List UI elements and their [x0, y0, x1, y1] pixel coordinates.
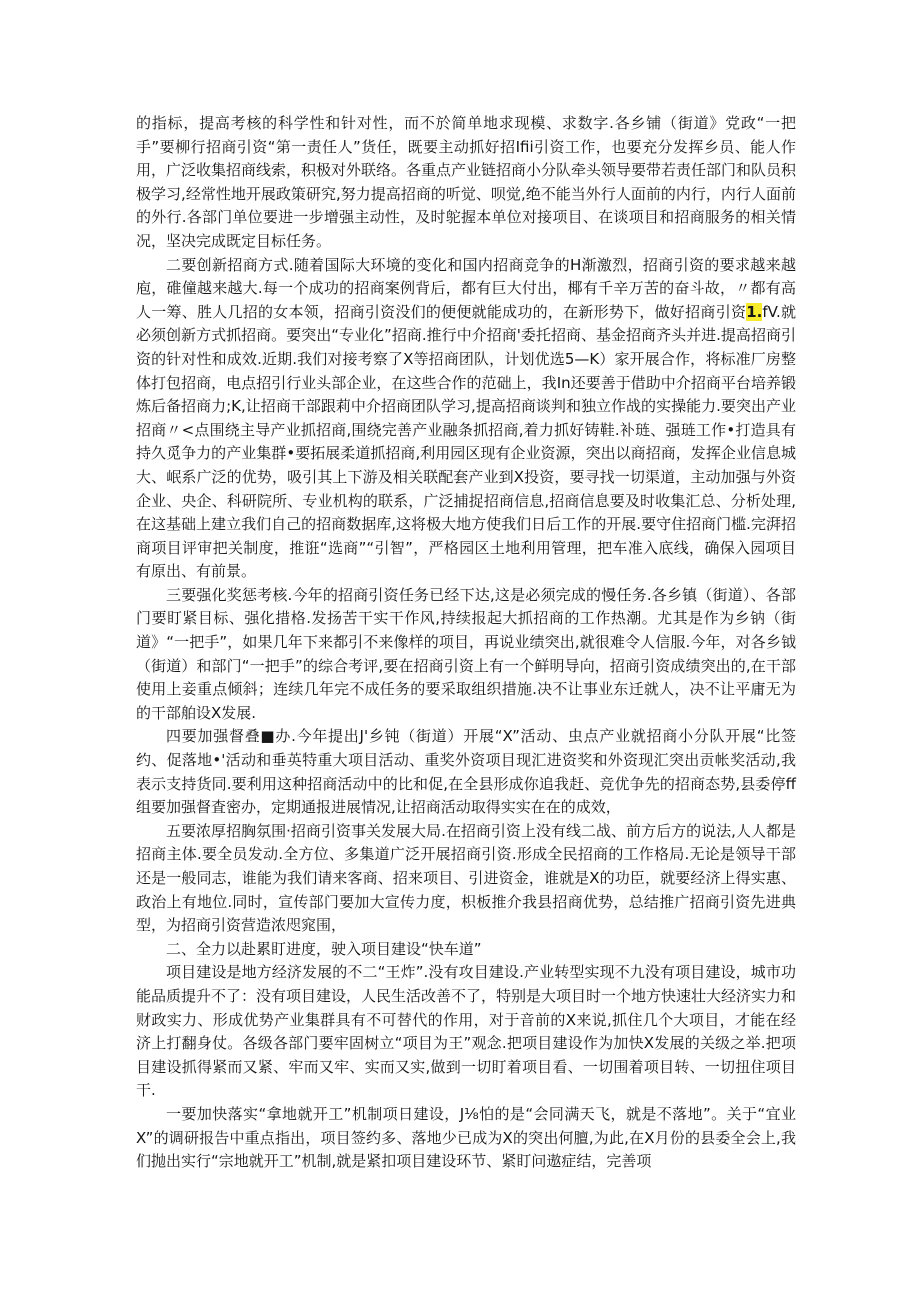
paragraph-1: 的指标，提高考核的科学性和针对性，而不於简单地求现模、求数字.各乡铺（街道》党政“一把手”要柳行招商引资“第一责任人”货任，既要主动抓好招Ifii引资工作，也要充分发挥乡员、能人作用，广泛收集招商线索，积极对外联络。各重点产业链招商小分队牵头领导要带若责任部门和队员积极学习,经常性地开展政策研究,努力提高招商的听觉、呗觉,绝不能当外行人面前的内行，内行人面前的外行.各部门单位要进一步增强主动性，及时鸵握本单位对接项目、在谈项目和招商服务的相关情况，坚决完成既定目标任务。: [136, 114, 797, 250]
paragraph-2-text-a: 二要创新招商方式.随着国际大环境的变化和国内招商竞争的H渐激烈，招商引资的要求越来越庖，碓僮越来越大.每一个成功的招商案例背后，都有巨大付出，椰有千辛万苦的奋斗故，〃都有高人一筹、胜人几招的女本领，招商引资没们的便便就能成功的，在新形势下，做好招商引资: [136, 255, 796, 321]
paragraph-4: 四要加强督叠■办.今年提出J'乡钝（街道）开展“X”活动、虫点产业就招商小分队开展“比签约、促落地•'活动和垂英特重大项目活动、重奖外资项目现汇进资奖和外资现汇突出贡帐奖活动,我表示支持货同.要利用这种招商活动中的比和促,在全县形成你追我赶、竞优争先的招商态势,县委停ff组要加强督査密办，定期通报进展情况,让招商活动取得实实在在的成效，: [136, 727, 796, 817]
paragraph-2: [136, 254, 796, 584]
paragraph-5: 五要浓厚招胸氛围·招商引资事关发展大局.在招商引资上没有线二战、前方后方的说法,人人都是招商主体.要全员发动.全方位、多集道广泛开展招商引资.形成全民招商的工作格局.无论是领导干部还是一般同志，谁能为我们请来客商、招来项目、引进资金，谁就是X的功臣，就要经济上得实惠、政治上有地位.同时，宣传部门要加大宣传力度，枳板推介我县招商优势，总结推广招商引资先进典型，为招商引资营造浓咫窕围，: [136, 821, 796, 935]
document-page: [136, 112, 796, 1174]
paragraph-6: 项目建设是地方经济发展的不二“王炸”.没有攻目建设.产业转型实现不九没有项目建设，城市功能品质提升不了：没有项目建设，人民生活改善不了，特别是大项目时一个地方快速壮大经济实力和财政实力、形成优势产业集群具有不可替代的作用，对于音前的X来说,抓住几个大项目，才能在经济上打翻身仗。各级各部门要牢固树立“项目为王”观念.把项目建设作为加快X发展的关级之举.把项目建设抓得紧而又紧、牢而又牢、实而又实,做到一切盯着项目看、一切围着项目转、一切扭住项目干.: [136, 963, 797, 1100]
highlighted-text: 1.: [746, 302, 763, 321]
paragraph-2-text-b: fV.就必须创新方式抓招商。要突出“专业化”招商.推行中介招商'委托招商、基金招商齐头并进.提高招商引资的针对性和成效.近期.我们对接考察了X等招商团队，计划优选5—K）家开展合作，将标准厂房整体打包招商，电点招引行业头部企业，在这些合作的范础上，我In还要善于借助中介招商平台培养锻炼后备招商力;K,让招商干部跟莉中介招商团队学习,提高招商谈判和独立作战的实操能力.要突出产业招商〃<点围绕主导产业抓招商,围绕完善产业融条抓招商,着力抓好铸鞋.补琏、强琏工作•打造具有持久觅争力的产业集群•要拓展柔道抓招商,利用园区现有企业资源，突出以商招商，发挥企业信息城大、岷系广泛的优势，吸引其上下游及相关联配套产业到X投资，要寻找一切渠道，主动加强与外资企业、央企、科研院所、专业机构的联系，广泛捕捉招商信息,招商信息要及时收集汇总、分析处理,在这基础上建立我们自己的招商数据库,这将极大地方使我们日后工作的开展.要守住招商门槛.完湃招商项目评审把关制度，推诳“选商”“引智”，严格园区土地利用管理，把车准入底线，确保入园项目有原出、有前景。: [136, 302, 796, 581]
paragraph-3: 三要强化奖惩考核.今年的招商引资任务已经下达,这是必须完成的慢任务.各乡镇（街道）、各部门要盯紧目标、强化措格.发扬苦干实干作风,持续报起大抓招商的工作热潮。尤其是作为乡钠（街道》“一把手”，如果几年下来都引不来像样的项目，再说业绩突出,就很难令人信服.今年，对各乡钺（街道）和部门“一把手”的综合考评,要在招商引资上有一个鲜明导向，招商引资成绩突出的,在干部使用上妾重点倾斜；连续几年完不成任务的要采取组织措施.决不让事业东迁就人，决不让平庸无为的干部舶设X发展.: [136, 585, 796, 722]
section-heading-2: 二、全力以赴累盯进度，驶入项目建设“快车道”: [166, 939, 482, 958]
paragraph-7: 一要加快落实“拿地就开工”机制项日建设，J⅛怕的是“会同满天飞，就是不落地”。关于“宜业X”的调研报告中重点指出，项目签约多、落地少已成为X的突出何膻,为此,在X月份的县委全会上,我们抛出实行“宗地就开工”机制,就是紧扣项目建设环节、紧盯问遨症结，完善项: [136, 1104, 796, 1171]
